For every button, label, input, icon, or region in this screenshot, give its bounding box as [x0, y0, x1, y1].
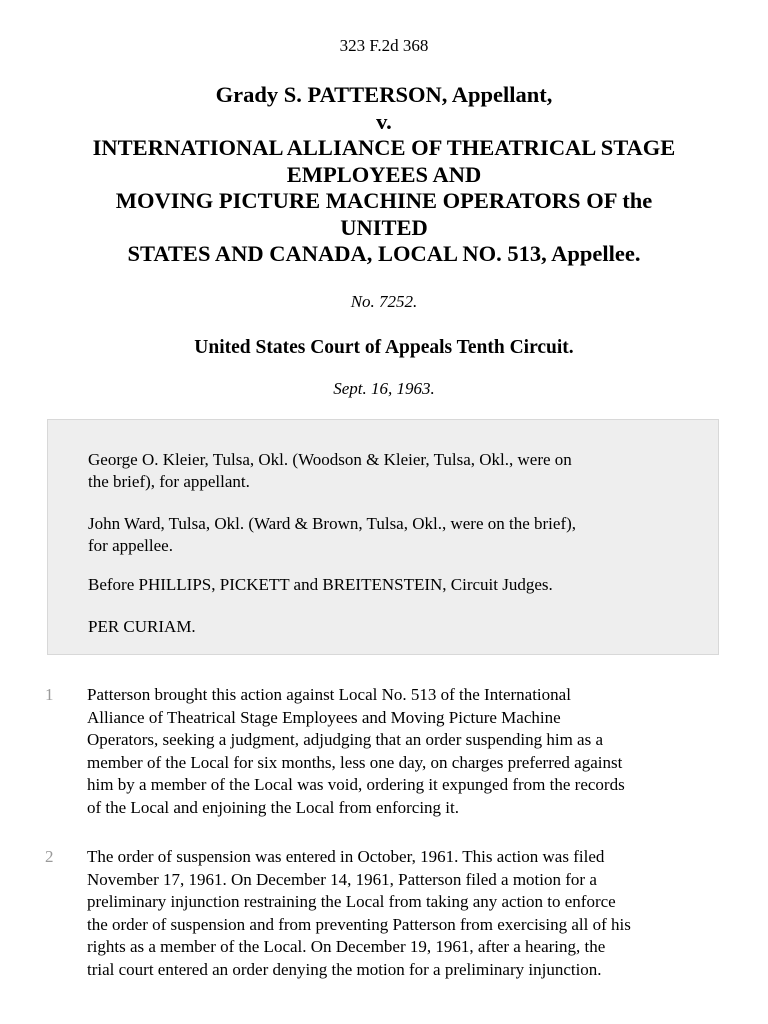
text-line: preliminary injunction restraining the Local from taking any action to enforce: [87, 892, 616, 911]
counsel-appellee-line-1: John Ward, Tulsa, Okl. (Ward & Brown, Tulsa, Okl., were on the brief),: [88, 514, 577, 533]
text-line: The order of suspension was entered in October, 1961. This action was filed: [87, 847, 605, 866]
text-line: trial court entered an order denying the motion for a preliminary injunction.: [87, 959, 602, 979]
text-line: Operators, seeking a judgment, adjudging that an order suspending him as a: [87, 730, 604, 749]
text-line: rights as a member of the Local. On December 19, 1961, after a hearing, the: [87, 937, 606, 956]
caption-appellee-line-2: EMPLOYEES AND: [286, 161, 482, 187]
text-line: the order of suspension and from preventing Patterson from exercising all of his: [87, 914, 631, 934]
per-curiam-line: PER CURIAM.: [88, 617, 196, 636]
case-caption: [30, 82, 738, 268]
docket-number: No. 7252.: [350, 292, 418, 311]
caption-appellee-line-1: INTERNATIONAL ALLIANCE OF THEATRICAL STAGE: [92, 135, 676, 160]
text-line: November 17, 1961. On December 14, 1961, Patterson filed a motion for a: [87, 869, 597, 889]
caption-appellant-line: Grady S. PATTERSON, Appellant,: [215, 82, 553, 107]
text-line: Patterson brought this action against Local No. 513 of the International: [87, 685, 571, 704]
paragraph-number: 1: [45, 685, 54, 704]
caption-appellee-line-3: MOVING PICTURE MACHINE OPERATORS OF the: [115, 188, 653, 213]
decision-date: Sept. 16, 1963.: [333, 379, 435, 398]
court-name: United States Court of Appeals Tenth Circuit.: [194, 337, 574, 358]
text-line: him by a member of the Local was void, ordering it expunged from the records: [87, 775, 625, 794]
counsel-appellant-line-1: George O. Kleier, Tulsa, Okl. (Woodson & Kleier, Tulsa, Okl., were on: [88, 450, 572, 469]
case-citation: 323 F.2d 368: [339, 36, 429, 55]
paragraph-text: [87, 846, 727, 981]
text-line: member of the Local for six months, less one day, on charges preferred against: [87, 752, 623, 772]
caption-versus-line: v.: [376, 108, 392, 134]
paragraph-text: [87, 684, 727, 819]
text-line: of the Local and enjoining the Local from enforcing it.: [87, 797, 459, 817]
counsel-appellant-line-2: the brief), for appellant.: [88, 472, 250, 491]
caption-appellee-line-4: UNITED: [340, 214, 428, 240]
text-line: Alliance of Theatrical Stage Employees and Moving Picture Machine: [87, 707, 561, 727]
counsel-panel: [47, 419, 719, 655]
paragraph-number: 2: [45, 847, 54, 866]
judges-line: Before PHILLIPS, PICKETT and BREITENSTEIN, Circuit Judges.: [88, 575, 553, 594]
counsel-appellee-line-2: for appellee.: [88, 536, 173, 555]
caption-appellee-line-5: STATES AND CANADA, LOCAL NO. 513, Appellee.: [127, 241, 641, 266]
